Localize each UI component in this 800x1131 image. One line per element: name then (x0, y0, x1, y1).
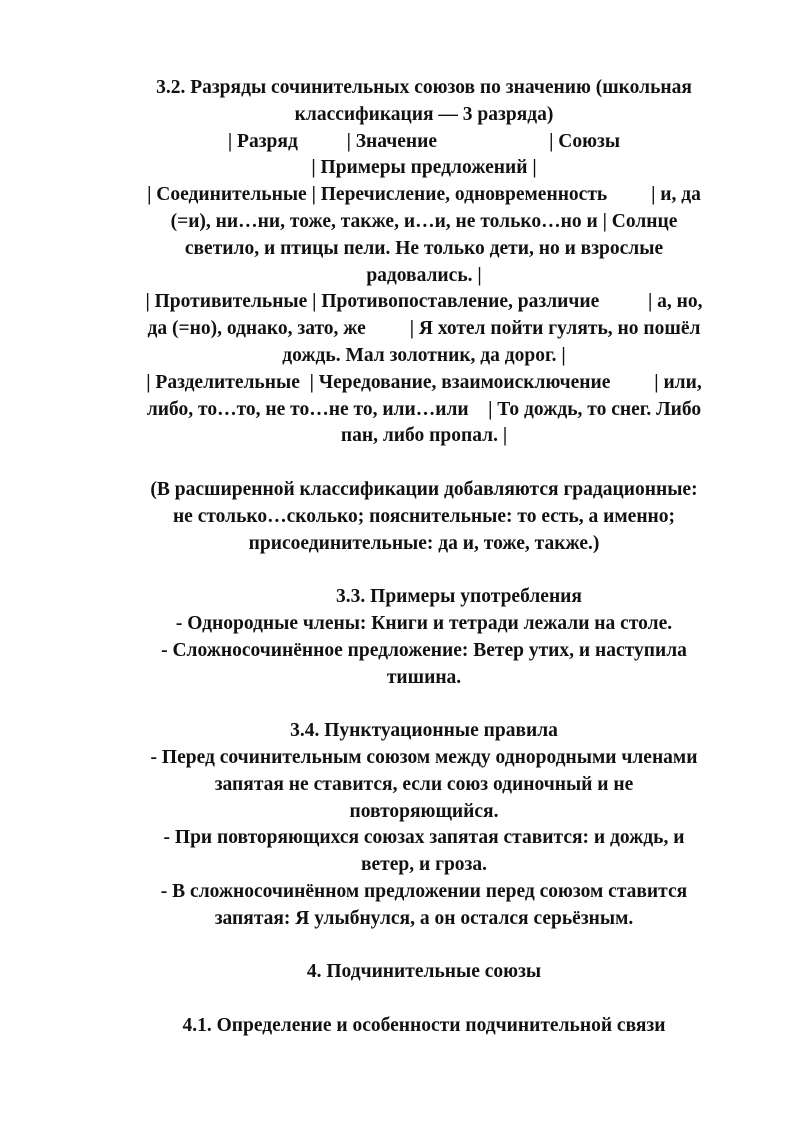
table-row-line: светило, и птицы пели. Не только дети, но и взрослые (184, 237, 664, 259)
section-3-2-heading (108, 75, 740, 129)
table-row-line: дождь. Мал золотник, да дорог. | (282, 344, 566, 366)
table-row-line: радовались. | (366, 264, 482, 286)
section-4-1-heading: 4.1. Определение и особенности подчинительной связи (182, 1014, 666, 1036)
table-row (108, 289, 740, 369)
section-3-4-heading: 3.4. Пунктуационные правила (290, 720, 558, 742)
section-3-3-heading: 3.3. Примеры употребления (336, 586, 582, 608)
table-row-line: | Противительные | Противопоставление, различие | а, но, (145, 291, 703, 313)
note-line: не столько…сколько; пояснительные: то есть, а именно; (172, 505, 676, 527)
spacer (108, 933, 740, 960)
table-row (108, 182, 740, 289)
table-row-line: (=и), ни…ни, тоже, также, и…и, не только…но и | Солнце (170, 210, 678, 232)
document-page (108, 75, 740, 1040)
rule-line: - В сложносочинённом предложении перед союзом ставится (160, 880, 688, 902)
table-header (108, 129, 740, 183)
table-row-line: либо, то…то, не то…не то, или…или | То дождь, то снег. Либо (146, 398, 702, 420)
spacer (108, 557, 740, 584)
rule-line: запятая: Я улыбнулся, а он остался серьёзным. (214, 907, 634, 929)
section-4-heading: 4. Подчинительные союзы (306, 961, 542, 983)
rule-line: повторяющийся. (349, 800, 499, 822)
rule-line: - Перед сочинительным союзом между однородными членами (150, 746, 698, 768)
example-line: - Однородные члены: Книги и тетради лежали на столе. (175, 612, 673, 634)
note-line: (В расширенной классификации добавляются градационные: (150, 478, 698, 500)
rule-line: - При повторяющихся союзах запятая ставится: и дождь, и (163, 827, 685, 849)
table-row-line: да (=но), однако, зато, же | Я хотел пойти гулять, но пошёл (147, 318, 701, 340)
section-3-4 (108, 718, 740, 932)
example-line: тишина. (386, 666, 462, 688)
rule-line: запятая не ставится, если союз одиночный и не (214, 773, 634, 795)
example-line: - Сложносочинённое предложение: Ветер утих, и наступила (161, 639, 687, 661)
spacer (108, 986, 740, 1013)
table-row (108, 370, 740, 450)
table-row-line: пан, либо пропал. | (340, 425, 508, 447)
table-header-line: | Примеры предложений | (311, 157, 537, 179)
section-3-3 (108, 584, 740, 691)
note-line: присоединительные: да и, тоже, также.) (248, 532, 600, 554)
conjunction-table (108, 129, 740, 451)
spacer (108, 450, 740, 477)
heading-line: классификация — 3 разряда) (294, 103, 554, 125)
table-header-line: | Разряд | Значение | Союзы (227, 130, 621, 152)
spacer (108, 691, 740, 718)
heading-line: 3.2. Разряды сочинительных союзов по значению (школьная (156, 77, 692, 98)
rule-line: ветер, и гроза. (360, 854, 488, 876)
table-row-line: | Разделительные | Чередование, взаимоисключение | или, (146, 371, 702, 393)
classification-note (108, 477, 740, 557)
table-row-line: | Соединительные | Перечисление, одновременность | и, да (147, 184, 701, 206)
